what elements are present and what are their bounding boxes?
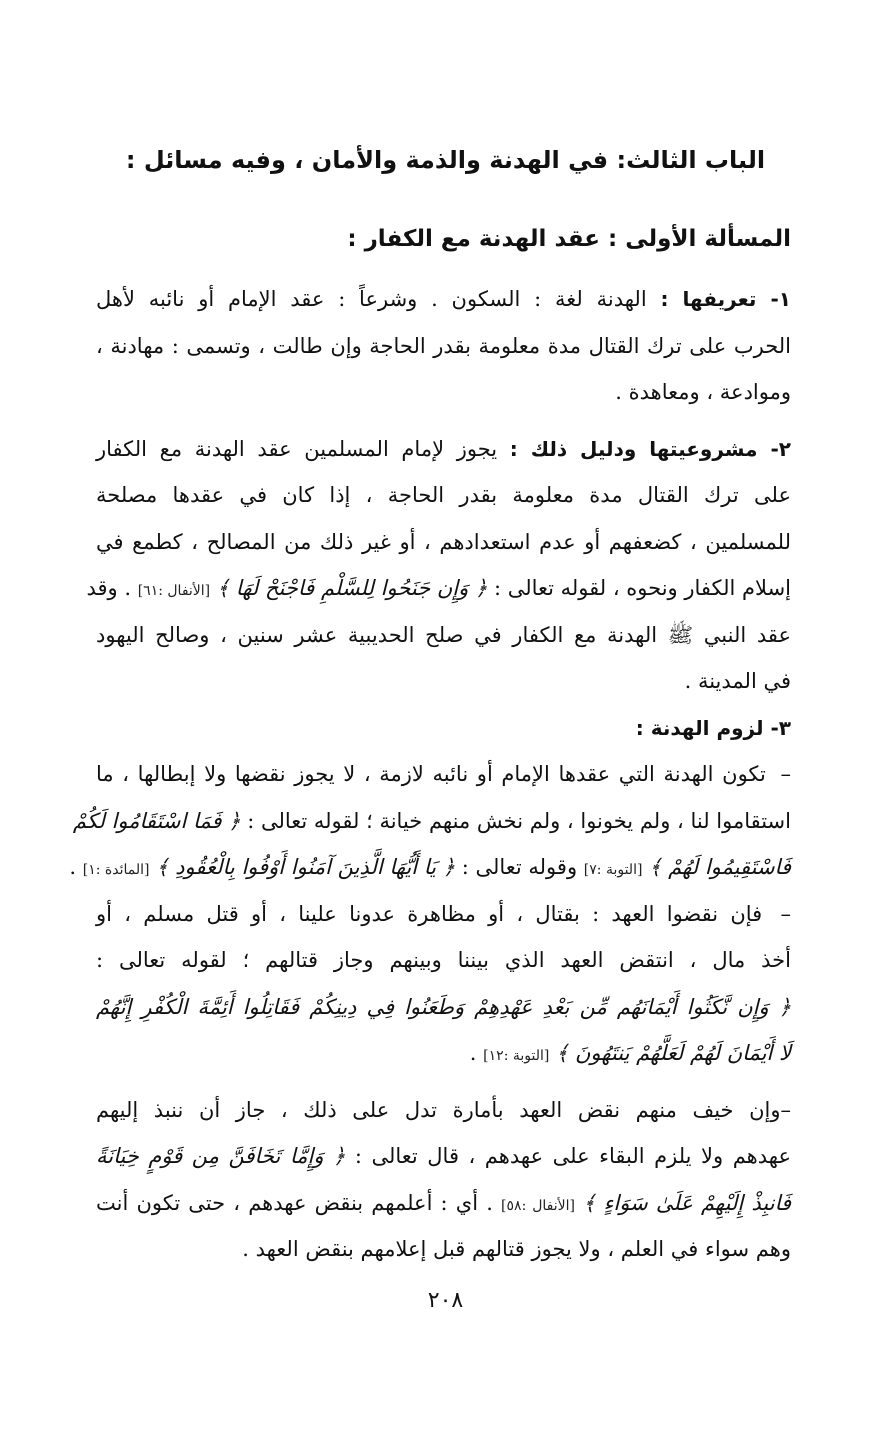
paragraph-line: وهم سواء في العلم ، ولا يجوز قتالهم قبل إعلامهم بنقض العهد . [242, 1237, 791, 1261]
salutation-symbol: ﷺ [667, 622, 694, 647]
quran-verse: لَا أَيْمَانَ لَهُمْ لَعَلَّهُمْ يَنتَهُونَ ﴾ [556, 1041, 791, 1065]
chapter-title: الباب الثالث: في الهدنة والذمة والأمان ، وفيه مسائل : [125, 146, 766, 174]
verse-reference: [الأنفال :٥٨] [501, 1197, 575, 1214]
paragraph-line: للمسلمين ، كضعفهم أو عدم استعدادهم ، أو غير ذلك من المصالح ، كطمع في [96, 529, 791, 554]
text-run: الهدنة لغة : السكون . وشرعاً : عقد الإمام أو نائبه لأهل [96, 287, 647, 311]
paragraph-line [86, 565, 791, 612]
text-run: عقد النبي [703, 622, 791, 647]
section-label: ٢- مشروعيتها ودليل ذلك : [509, 436, 791, 461]
paragraph-line [96, 276, 791, 323]
paragraph-line: الحرب على ترك القتال مدة معلومة بقدر الحاجة وإن طالت ، وتسمى : مهادنة ، [96, 333, 791, 358]
quran-verse: ﴿ يَا أَيُّهَا الَّذِينَ آمَنُوا أَوْفُوا بِالْعُقُودِ ﴾ [156, 855, 456, 879]
paragraph-line [72, 798, 791, 845]
paragraph-line [96, 1030, 791, 1077]
text-run: . وقد [86, 576, 132, 600]
text-run: وإن خيف منهم نقض العهد بأمارة تدل على ذلك ، جاز أن ننبذ إليهم [96, 1097, 781, 1122]
quran-verse: ﴿ وَإِمَّا تَخَافَنَّ مِن قَوْمٍ خِيَانَةً [96, 1144, 346, 1168]
paragraph-line [96, 751, 791, 798]
page-number: ٢٠٨ [427, 1288, 464, 1313]
text-run: . أي : أعلمهم بنقض عهدهم ، حتى تكون أنت [96, 1190, 493, 1215]
bullet-dash: – [780, 1097, 791, 1122]
paragraph-line [96, 891, 791, 938]
quran-verse: ﴿ فَمَا اسْتَقَامُوا لَكُمْ [72, 808, 241, 833]
bullet-dash: – [780, 762, 791, 786]
section-label: ٣- لزوم الهدنة : [635, 715, 791, 740]
text-run: . [469, 1041, 477, 1065]
bullet-dash: – [780, 901, 791, 926]
paragraph-line: على ترك القتال مدة معلومة بقدر الحاجة ، إذا كان في عقدها مصلحة [96, 483, 791, 507]
text-run: وقوله تعالى : [461, 855, 578, 879]
issue-heading: المسألة الأولى : عقد الهدنة مع الكفار : [347, 226, 791, 252]
text-run: فإن نقضوا العهد : بقتال ، أو مظاهرة عدونا علينا ، أو قتل مسلم ، أو [96, 901, 763, 926]
text-run: . [69, 855, 77, 879]
verse-reference: [التوبة :٧] [583, 862, 643, 878]
paragraph-line [69, 844, 791, 891]
text-run: إسلام الكفار ونحوه ، لقوله تعالى : [493, 576, 791, 600]
paragraph-line [96, 1180, 791, 1227]
paragraph-line: أخذ مال ، انتقض العهد الذي بيننا وبينهم وجاز قتالهم ؛ لقوله تعالى : [96, 948, 791, 972]
paragraph-line [96, 612, 791, 659]
text-run: عهدهم ولا يلزم البقاء على عهدهم ، قال تعالى : [354, 1144, 791, 1168]
text-run: يجوز لإمام المسلمين عقد الهدنة مع الكفار [96, 436, 498, 461]
text-run: الهدنة مع الكفار في صلح الحديبية عشر سنين ، وصالح اليهود [96, 622, 658, 647]
quran-verse: فَاسْتَقِيمُوا لَهُمْ ﴾ [649, 855, 791, 879]
paragraph-line [96, 1133, 791, 1180]
verse-reference: [المائدة :١] [82, 862, 150, 878]
page-body [69, 212, 792, 1273]
quran-verse: فَانبِذْ إِلَيْهِمْ عَلَىٰ سَوَاءٍ ﴾ [583, 1190, 792, 1215]
quran-verse: ﴿ وَإِن نَّكَثُوا أَيْمَانَهُم مِّن بَعْدِ عَهْدِهِمْ وَطَعَنُوا فِي دِينِكُمْ فَقَاتِلُوا أَئِمَّةَ الْكُفْرِ إِنَّهُمْ [96, 994, 791, 1019]
section-label: ١- تعريفها : [660, 287, 791, 311]
paragraph-line: وموادعة ، ومعاهدة . [615, 380, 791, 404]
paragraph-line: في المدينة . [684, 669, 791, 693]
paragraph-line [96, 1087, 791, 1134]
text-run: تكون الهدنة التي عقدها الإمام أو نائبه لازمة ، لا يجوز نقضها ولا إبطالها ، ما [96, 762, 766, 786]
text-run: استقاموا لنا ، ولم يخونوا ، ولم نخش منهم خيانة ؛ لقوله تعالى : [247, 808, 791, 833]
paragraph-line [96, 426, 791, 473]
verse-reference: [الأنفال :٦١] [137, 583, 211, 599]
quran-verse: ﴿ وَإِن جَنَحُوا لِلسَّلْمِ فَاجْنَحْ لَهَا ﴾ [216, 576, 488, 600]
verse-reference: [التوبة :١٢] [483, 1048, 550, 1064]
